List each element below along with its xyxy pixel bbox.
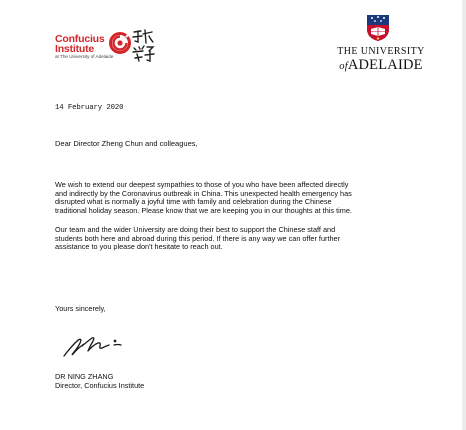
paragraph-2-line: students both here and abroad during this period. If there is any way we can offer further: [55, 233, 341, 243]
confucius-logo-text: [55, 34, 113, 60]
paragraph-1-line: traditional holiday season. Please know that we are keeping you in our thoughts at this time.: [55, 206, 352, 216]
handwritten-signature: [60, 330, 130, 360]
closing: Yours sincerely,: [55, 304, 106, 313]
university-crest-icon: [366, 14, 390, 42]
university-of-adelaide-logo: [333, 14, 433, 74]
salutation: Dear Director Zheng Chun and colleagues,: [55, 139, 198, 148]
confucius-swirl-icon: [109, 32, 131, 54]
paragraph-1-line: and indirectly by the Coronavirus outbreak in China. This unexpected health emergency has: [55, 188, 352, 198]
signatory-name: DR NING ZHANG: [55, 372, 114, 381]
confucius-chinese-calligraphy: [131, 28, 155, 64]
paragraph-1-line: disrupted what is normally a joyful time with family and celebration during the Chinese: [55, 197, 332, 207]
paragraph-2: [55, 226, 415, 252]
paragraph-2-line: assistance to you please don't hesitate to reach out.: [55, 242, 223, 252]
confucius-institute-logo: [55, 28, 155, 68]
paragraph-1-line: We wish to extend our deepest sympathies to those of you who have been affected directly: [55, 180, 349, 189]
paragraph-1: [55, 181, 415, 216]
confucius-logo-line1: Confucius: [55, 33, 105, 45]
university-logo-of: of: [339, 61, 348, 72]
confucius-logo-line2: Institute: [55, 43, 95, 55]
university-logo-line2: [333, 57, 429, 74]
page-edge: [462, 0, 466, 430]
confucius-logo-subline: at The University of Adelaide: [55, 54, 114, 59]
university-logo-name: ADELAIDE: [347, 57, 423, 73]
university-logo-line1: THE UNIVERSITY: [337, 46, 425, 57]
letter-date: 14 February 2020: [55, 104, 124, 112]
paragraph-2-line: Our team and the wider University are doing their best to support the Chinese staff and: [55, 225, 336, 234]
signatory-title: Director, Confucius Institute: [55, 381, 145, 390]
